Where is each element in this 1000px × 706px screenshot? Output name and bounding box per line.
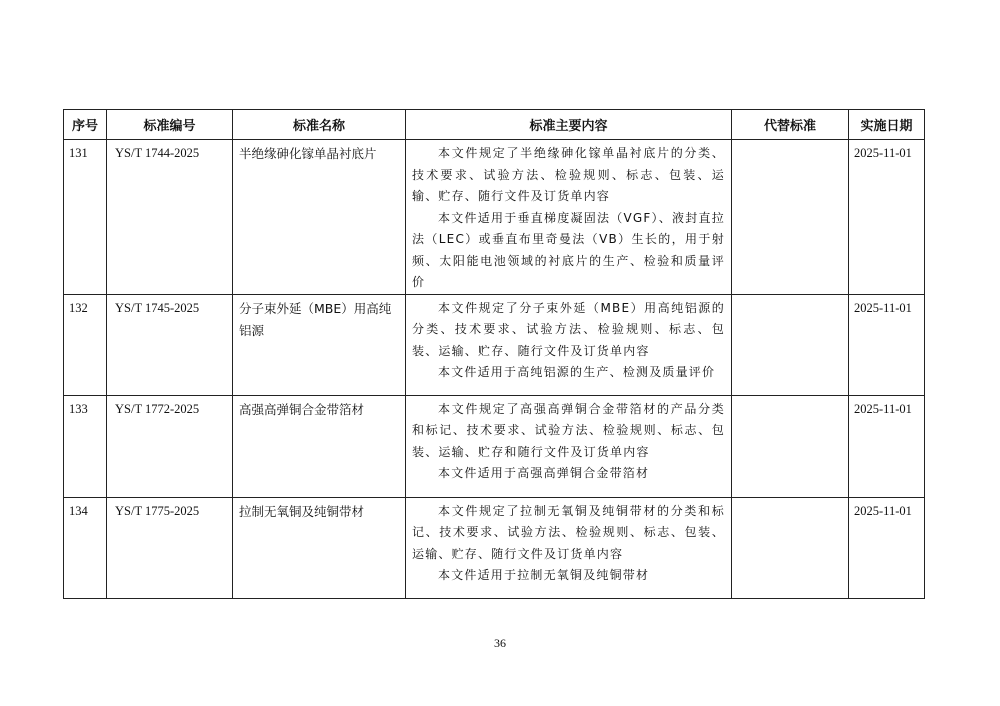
header-seq: 序号 [64,110,107,140]
row-seq: 133 [64,395,107,497]
content-paragraph: 本文件适用于拉制无氧铜及纯铜带材 [438,568,650,582]
row-main-content [406,140,732,295]
content-paragraph: 本文件规定了半绝缘砷化镓单晶衬底片的分类、技术要求、试验方法、检验规则、标志、包装、运输、贮存、随行文件及订货单内容 [412,146,725,203]
table-row [64,395,925,497]
header-main-content: 标准主要内容 [406,110,732,140]
row-standard-name: 拉制无氧铜及纯铜带材 [233,497,406,598]
table-row [64,497,925,598]
content-paragraph: 本文件适用于高强高弹铜合金带箔材 [438,466,650,480]
content-paragraph: 本文件规定了分子束外延（MBE）用高纯铝源的分类、技术要求、试验方法、检验规则、标志、包装、运输、贮存、随行文件及订货单内容 [412,300,725,358]
row-standard-name: 高强高弹铜合金带箔材 [233,395,406,497]
row-seq: 131 [64,140,107,295]
content-paragraph: 本文件规定了高强高弹铜合金带箔材的产品分类和标记、技术要求、试验方法、检验规则、标志、包装、运输、贮存和随行文件及订货单内容 [412,401,725,459]
row-effective-date: 2025-11-01 [849,395,925,497]
row-standard-number: YS/T 1745-2025 [107,294,233,395]
header-standard-number: 标准编号 [107,110,233,140]
row-main-content [406,395,732,497]
header-replaces: 代替标准 [732,110,849,140]
content-paragraph: 本文件适用于垂直梯度凝固法（VGF）、液封直拉法（LEC）或垂直布里奇曼法（VB）生长的，用于射频、太阳能电池领域的衬底片的生产、检验和质量评价 [412,210,725,289]
table-header-row [64,110,925,140]
row-replaces [732,140,849,295]
row-standard-number: YS/T 1775-2025 [107,497,233,598]
row-effective-date: 2025-11-01 [849,497,925,598]
table-row [64,294,925,395]
standards-table [63,109,925,599]
row-standard-number: YS/T 1744-2025 [107,140,233,295]
row-seq: 132 [64,294,107,395]
row-standard-name: 半绝缘砷化镓单晶衬底片 [233,140,406,295]
row-seq: 134 [64,497,107,598]
row-standard-name: 分子束外延（MBE）用高纯铝源 [233,294,406,395]
row-replaces [732,395,849,497]
header-effective-date: 实施日期 [849,110,925,140]
content-paragraph: 本文件适用于高纯铝源的生产、检测及质量评价 [438,365,716,379]
row-effective-date: 2025-11-01 [849,140,925,295]
row-standard-number: YS/T 1772-2025 [107,395,233,497]
table-row [64,140,925,295]
row-replaces [732,497,849,598]
row-replaces [732,294,849,395]
page-number: 36 [494,636,506,650]
row-effective-date: 2025-11-01 [849,294,925,395]
row-main-content [406,294,732,395]
row-main-content [406,497,732,598]
content-paragraph: 本文件规定了拉制无氧铜及纯铜带材的分类和标记、技术要求、试验方法、检验规则、标志、包装、运输、贮存、随行文件及订货单内容 [412,503,725,561]
header-standard-name: 标准名称 [233,110,406,140]
